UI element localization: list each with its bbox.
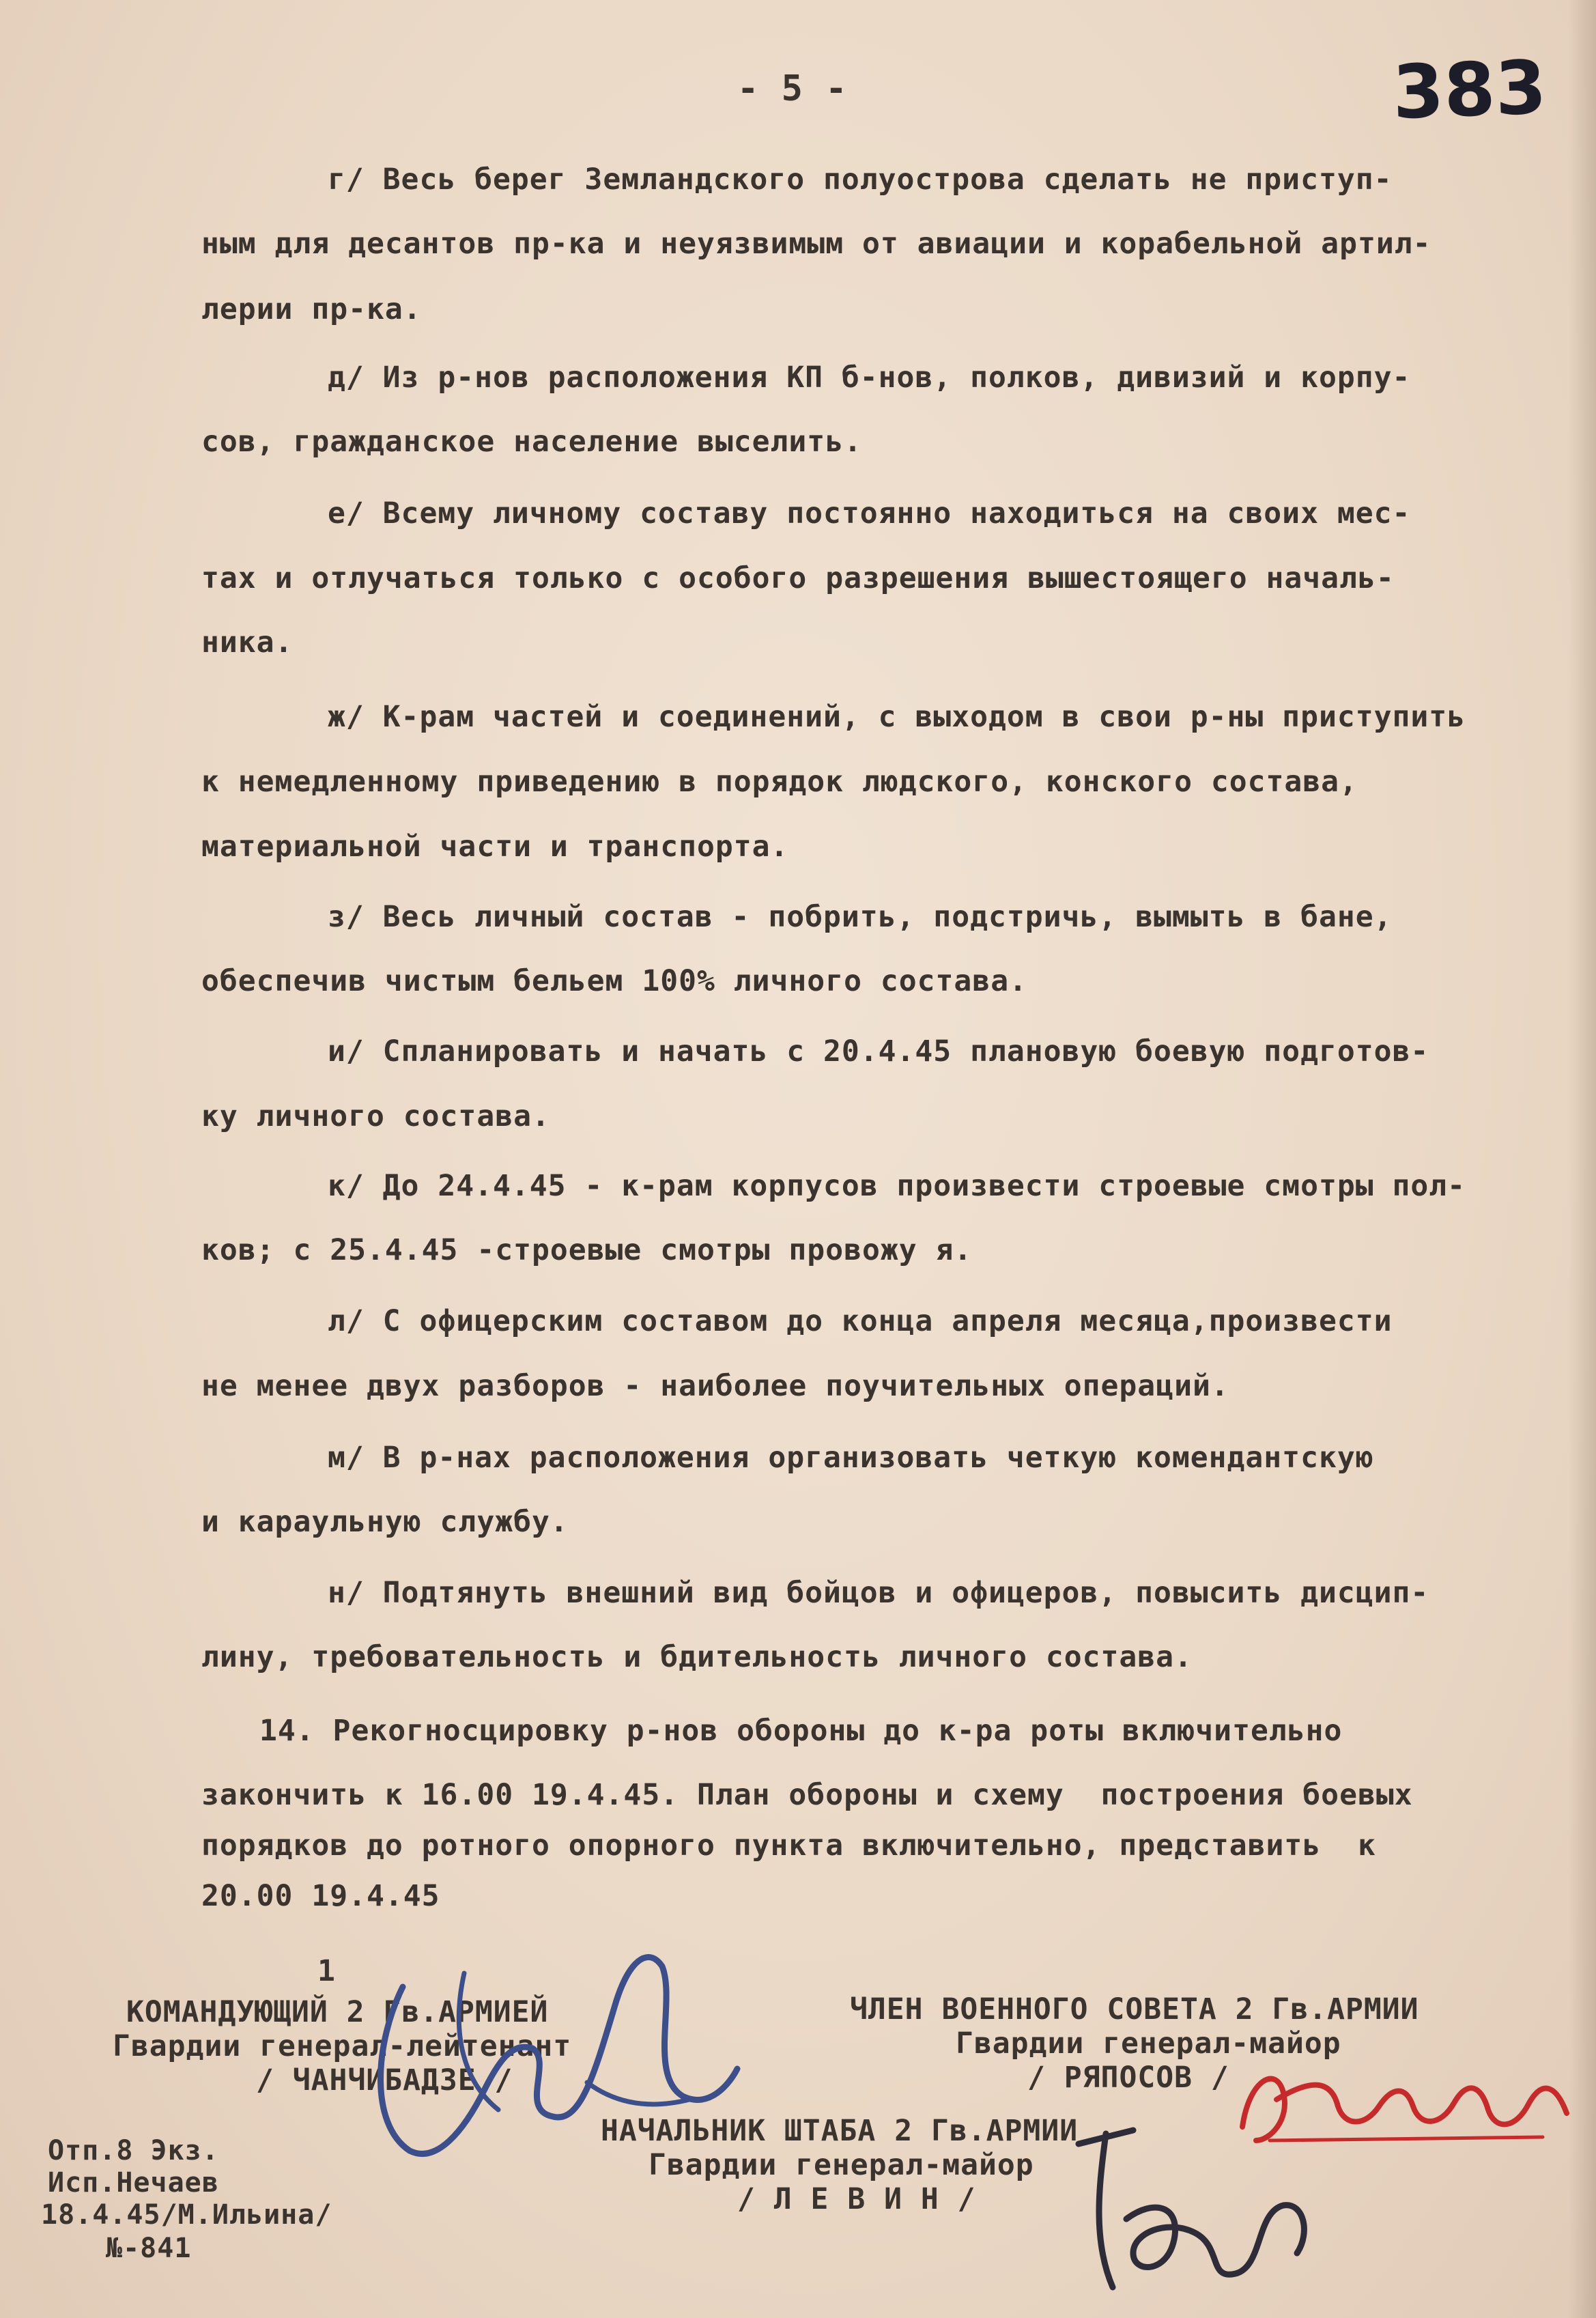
- body-line: закончить к 16.00 19.4.45. План обороны и схему построения боевых: [201, 1778, 1413, 1812]
- body-line: сов, гражданское население выселить.: [201, 425, 862, 459]
- chief-of-staff-title: НАЧАЛЬНИК ШТАБА 2 Гв.АРМИИ: [601, 2114, 1079, 2148]
- body-line: 14. Рекогносцировку р-нов обороны до к-ра роты включительно: [259, 1714, 1343, 1748]
- council-member-title: ЧЛЕН ВОЕННОГО СОВЕТА 2 Гв.АРМИИ: [850, 1992, 1419, 2026]
- council-member-rank: Гвардии генерал-майор: [956, 2026, 1341, 2061]
- chief-of-staff-rank: Гвардии генерал-майор: [649, 2148, 1034, 2182]
- body-line: ков; с 25.4.45 -строевые смотры провожу я.: [201, 1233, 973, 1267]
- body-line: ку личного состава.: [201, 1099, 550, 1133]
- body-line: е/ Всему личному составу постоянно находиться на своих мес-: [328, 496, 1411, 531]
- chief-of-staff-signature: [1051, 2103, 1338, 2308]
- body-line: ника.: [201, 625, 294, 660]
- body-line: н/ Подтянуть внешний вид бойцов и офицеров, повысить дисцип-: [328, 1576, 1429, 1610]
- commander-signature: [328, 1905, 751, 2192]
- body-line: м/ В р-нах расположения организовать четкую комендантскую: [328, 1441, 1374, 1475]
- outgoing-number: №-841: [106, 2233, 192, 2264]
- body-line: порядков до ротного опорного пункта включительно, представить к: [201, 1828, 1376, 1863]
- body-line: л/ С офицерским составом до конца апреля месяца,произвести: [328, 1304, 1393, 1338]
- body-line: ным для десантов пр-ка и неуязвимым от авиации и корабельной артил-: [201, 227, 1431, 261]
- archive-page-number: 383: [1391, 45, 1548, 136]
- body-line: к немедленному приведению в порядок людского, конского состава,: [201, 765, 1358, 799]
- body-line: материальной части и транспорта.: [201, 830, 789, 864]
- body-line: обеспечив чистым бельем 100% личного состава.: [201, 964, 1027, 998]
- body-line: лину, требовательность и бдительность личного состава.: [201, 1640, 1193, 1674]
- council-member-name: / РЯПОСОВ /: [1027, 2061, 1229, 2095]
- body-line: к/ До 24.4.45 - к-рам корпусов произвести строевые смотры пол-: [328, 1169, 1466, 1203]
- commander-rank: Гвардии генерал-лейтенант: [113, 2029, 572, 2063]
- body-line: ж/ К-рам частей и соединений, с выходом в свои р-ны приступить: [328, 700, 1466, 734]
- body-line: г/ Весь берег Земландского полуострова сделать не приступ-: [328, 162, 1393, 197]
- body-line: тах и отлучаться только с особого разрешения вышестоящего началь-: [201, 561, 1395, 595]
- executor: Исп.Нечаев: [48, 2167, 219, 2199]
- body-line: з/ Весь личный состав - побрить, подстричь, вымыть в бане,: [328, 900, 1393, 934]
- page-edge-shadow: [1569, 0, 1596, 2318]
- body-line: не менее двух разборов - наиболее поучительных операций.: [201, 1369, 1229, 1403]
- commander-title: КОМАНДУЮЩИЙ 2 Гв.АРМИЕЙ: [126, 1995, 549, 2029]
- body-line: д/ Из р-нов расположения КП б-нов, полков, дивизий и корпу-: [328, 361, 1411, 395]
- page-number: - 5 -: [737, 68, 848, 109]
- footer-marker: 1: [317, 1954, 336, 1988]
- body-line: и караульную службу.: [201, 1505, 569, 1539]
- chief-of-staff-name: / Л Е В И Н /: [737, 2182, 976, 2216]
- body-line: лерии пр-ка.: [201, 292, 422, 326]
- body-line: 20.00 19.4.45: [201, 1879, 440, 1913]
- commander-name: / ЧАНЧИБАДЗЕ /: [256, 2063, 513, 2097]
- body-line: и/ Спланировать и начать с 20.4.45 плановую боевую подготов-: [328, 1034, 1429, 1069]
- copies-count: Отп.8 Экз.: [48, 2135, 219, 2166]
- typist: 18.4.45/М.Ильина/: [41, 2199, 332, 2231]
